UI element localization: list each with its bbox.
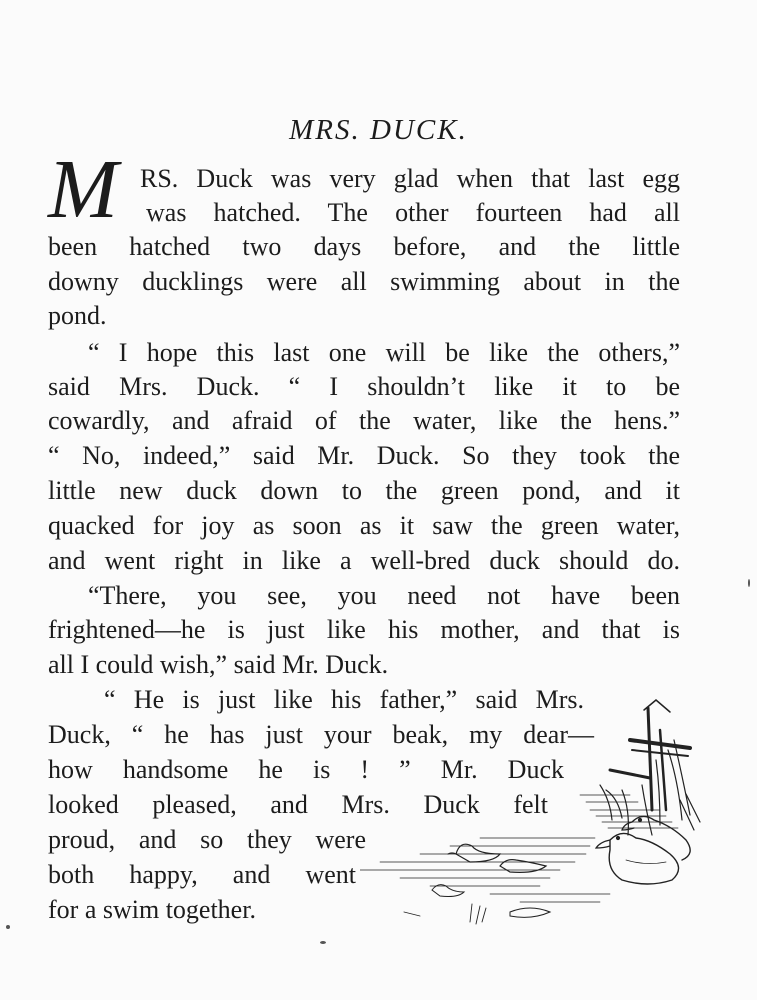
text-line: how handsome he is ! ” Mr. Duck — [48, 755, 564, 784]
text-line: quacked for joy as soon as it saw the green water, — [48, 511, 680, 540]
page-title: MRS. DUCK. — [289, 114, 468, 146]
text-line: frightened—he is just like his mother, and that is — [48, 615, 680, 644]
text-line: RS. Duck was very glad when that last egg — [140, 164, 680, 193]
text-line: pond. — [48, 301, 107, 330]
paper-speck — [748, 579, 750, 587]
text-line: both happy, and went — [48, 860, 356, 889]
text-line: Duck, “ he has just your beak, my dear— — [48, 720, 594, 749]
text-line: “ He is just like his father,” said Mrs. — [104, 685, 584, 714]
text-line: “ No, indeed,” said Mr. Duck. So they took the — [48, 441, 680, 470]
text-line: “ I hope this last one will be like the others,” — [88, 338, 680, 367]
text-line: “There, you see, you need not have been — [88, 581, 680, 610]
paper-speck — [6, 925, 10, 929]
text-line: been hatched two days before, and the little — [48, 232, 680, 261]
text-line: all I could wish,” said Mr. Duck. — [48, 650, 389, 679]
text-line: and went right in like a well-bred duck should do. — [48, 546, 680, 575]
duck-pond-illustration — [360, 690, 705, 930]
text-line: proud, and so they were — [48, 825, 366, 854]
text-line: downy ducklings were all swimming about in the — [48, 267, 680, 296]
text-line: for a swim together. — [48, 895, 256, 924]
text-line: little new duck down to the green pond, and it — [48, 476, 680, 505]
text-line: looked pleased, and Mrs. Duck felt — [48, 790, 548, 819]
paper-speck — [320, 941, 326, 944]
text-line: was hatched. The other fourteen had all — [146, 198, 680, 227]
text-line: cowardly, and afraid of the water, like the hens.” — [48, 406, 680, 435]
text-line: said Mrs. Duck. “ I shouldn’t like it to be — [48, 372, 680, 401]
drop-cap: M — [48, 143, 118, 236]
